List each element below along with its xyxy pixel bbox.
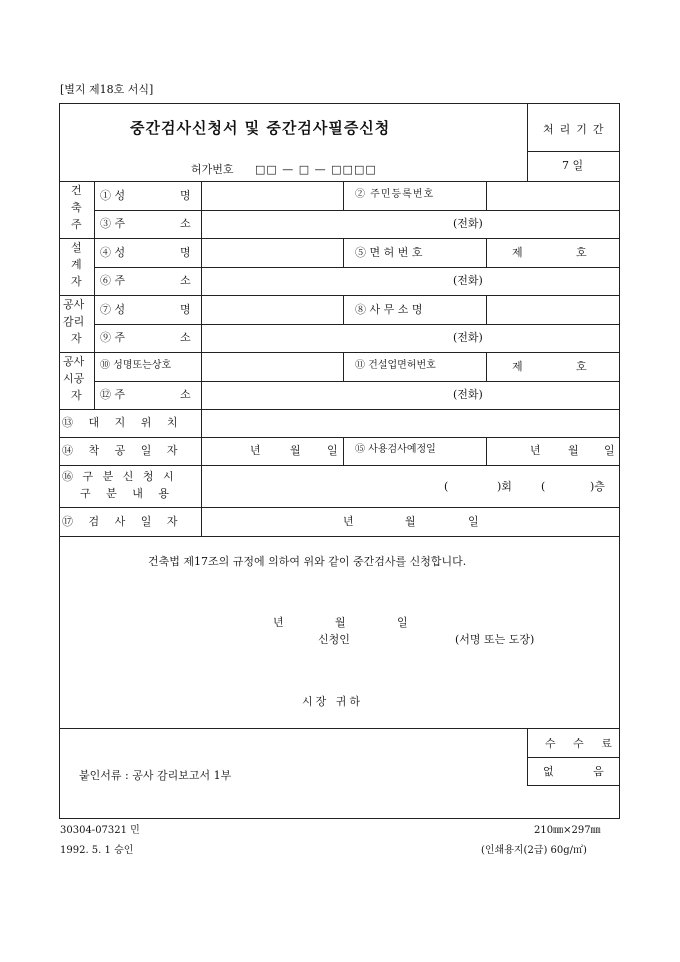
process-period-value: 7 일 bbox=[562, 159, 584, 172]
section-label-2: 구 분 내 용 bbox=[80, 487, 175, 500]
contractor-group-char: 자 bbox=[71, 389, 82, 402]
supervisor-phone: (전화) bbox=[453, 331, 483, 344]
supervisor-address-label: ⑨ 주 bbox=[100, 331, 126, 344]
contractor-group-char: 공사 bbox=[63, 355, 85, 368]
designer-phone: (전화) bbox=[453, 274, 483, 287]
contractor-license-je: 제 bbox=[512, 360, 523, 373]
section-times: )회 bbox=[497, 480, 512, 493]
fee-value: 없 음 bbox=[543, 765, 604, 778]
inspection-date-label: ⑰ 검 사 일 자 bbox=[62, 515, 184, 528]
apply-day: 일 bbox=[397, 616, 408, 629]
contractor-address-label: ⑫ 주 bbox=[100, 388, 126, 401]
apply-year: 년 bbox=[273, 616, 284, 629]
owner-rrn-label: ② 주민등록번호 bbox=[355, 189, 435, 200]
designer-license-je: 제 bbox=[512, 246, 523, 259]
applicant-label: 신청인 bbox=[318, 633, 350, 646]
owner-name-label-end: 명 bbox=[180, 189, 191, 202]
paper-size: 210㎜×297㎜ bbox=[534, 825, 601, 836]
rule bbox=[59, 507, 620, 508]
rule bbox=[94, 324, 620, 325]
supervisor-name-label-end: 명 bbox=[180, 303, 191, 316]
rule bbox=[59, 437, 620, 438]
designer-name-label-end: 명 bbox=[180, 246, 191, 259]
form-title: 중간검사신청서 및 중간검사필증신청 bbox=[130, 119, 391, 137]
designer-group-char: 자 bbox=[71, 275, 82, 288]
section-open-2: ( bbox=[541, 480, 546, 493]
supervisor-group-char: 공사 bbox=[63, 298, 85, 311]
owner-address-label-end: 소 bbox=[180, 217, 191, 230]
header-period-divider bbox=[527, 151, 620, 152]
signature-label: (서명 또는 도장) bbox=[455, 633, 535, 646]
rule bbox=[486, 181, 487, 210]
rule bbox=[59, 536, 620, 537]
section-floor: )층 bbox=[590, 480, 605, 493]
supervisor-address-label-end: 소 bbox=[180, 331, 191, 344]
rule bbox=[343, 295, 344, 324]
rule bbox=[59, 352, 620, 353]
permit-no-label: 허가번호 bbox=[191, 163, 234, 176]
designer-name-label: ④ 성 bbox=[100, 246, 126, 259]
use-date-month: 월 bbox=[568, 444, 579, 457]
rule bbox=[59, 181, 620, 182]
owner-group-char: 축 bbox=[71, 201, 82, 214]
rule bbox=[343, 181, 344, 210]
rule bbox=[59, 409, 620, 410]
start-date-month: 월 bbox=[290, 444, 301, 457]
supervisor-group-char: 감리 bbox=[63, 315, 85, 328]
contractor-group-char: 시공 bbox=[63, 372, 85, 385]
designer-address-label-end: 소 bbox=[180, 274, 191, 287]
header-divider bbox=[527, 103, 528, 181]
start-date-year: 년 bbox=[250, 444, 261, 457]
contractor-phone: (전화) bbox=[453, 388, 483, 401]
rule bbox=[343, 437, 344, 465]
owner-address-label: ③ 주 bbox=[100, 217, 126, 230]
apply-month: 월 bbox=[335, 616, 346, 629]
process-period-label: 처리기간 bbox=[543, 123, 610, 136]
rule bbox=[343, 352, 344, 381]
rule bbox=[94, 381, 620, 382]
form-reference: [별지 제18호 서식] bbox=[60, 83, 154, 96]
paper-spec: (인쇄용지(2급) 60g/㎡) bbox=[481, 845, 587, 856]
rule bbox=[486, 238, 487, 267]
supervisor-name-label: ⑦ 성 bbox=[100, 303, 126, 316]
approval-date: 1992. 5. 1 승인 bbox=[60, 845, 134, 856]
rule bbox=[59, 295, 620, 296]
permit-no-field[interactable]: □□ — □ — □□□□ bbox=[255, 163, 377, 176]
section-label-1: ⑯ 구 분 신 청 시 bbox=[62, 470, 177, 483]
rule bbox=[527, 757, 620, 758]
site-location-label: ⑬ 대 지 위 치 bbox=[62, 416, 184, 429]
rule bbox=[486, 352, 487, 381]
supervisor-group-char: 자 bbox=[71, 332, 82, 345]
rule bbox=[527, 785, 620, 786]
start-date-day: 일 bbox=[327, 444, 338, 457]
rule bbox=[94, 267, 620, 268]
contractor-address-label-end: 소 bbox=[180, 388, 191, 401]
inspection-year: 년 bbox=[343, 515, 354, 528]
designer-license-label: ⑤ 면 허 번 호 bbox=[355, 246, 423, 259]
designer-group-char: 계 bbox=[71, 258, 82, 271]
contractor-license-ho: 호 bbox=[576, 360, 587, 373]
designer-group-char: 설 bbox=[71, 241, 82, 254]
contractor-name-label: ⑩ 성명또는상호 bbox=[100, 360, 172, 371]
statement: 건축법 제17조의 규정에 의하여 위와 같이 중간검사를 신청합니다. bbox=[148, 555, 467, 568]
designer-license-ho: 호 bbox=[576, 246, 587, 259]
inspection-day: 일 bbox=[468, 515, 479, 528]
attachment-note: 붙인서류 : 공사 감리보고서 1부 bbox=[79, 769, 232, 782]
owner-name-label: ① 성 bbox=[100, 189, 126, 202]
rule bbox=[486, 295, 487, 324]
rule bbox=[486, 437, 487, 465]
supervisor-office-label: ⑧ 사 무 소 명 bbox=[355, 303, 423, 316]
rule bbox=[59, 728, 620, 729]
owner-phone: (전화) bbox=[453, 217, 483, 230]
rule bbox=[343, 238, 344, 267]
fee-label: 수 수 료 bbox=[545, 737, 619, 750]
use-inspection-label: ⑮ 사용검사예정일 bbox=[355, 444, 436, 455]
use-date-year: 년 bbox=[530, 444, 541, 457]
use-date-day: 일 bbox=[604, 444, 615, 457]
designer-address-label: ⑥ 주 bbox=[100, 274, 126, 287]
rule bbox=[201, 181, 202, 536]
owner-group-char: 주 bbox=[71, 218, 82, 231]
owner-group-char: 건 bbox=[71, 184, 82, 197]
rule bbox=[59, 465, 620, 466]
contractor-license-label: ⑪ 건설업면허번호 bbox=[355, 360, 436, 371]
form-number: 30304-07321 민 bbox=[60, 825, 140, 836]
section-open-1: ( bbox=[444, 480, 449, 493]
start-date-label: ⑭ 착 공 일 자 bbox=[62, 444, 184, 457]
addressee: 시장 귀하 bbox=[302, 695, 364, 708]
rule bbox=[59, 238, 620, 239]
inspection-month: 월 bbox=[405, 515, 416, 528]
rule bbox=[94, 210, 620, 211]
